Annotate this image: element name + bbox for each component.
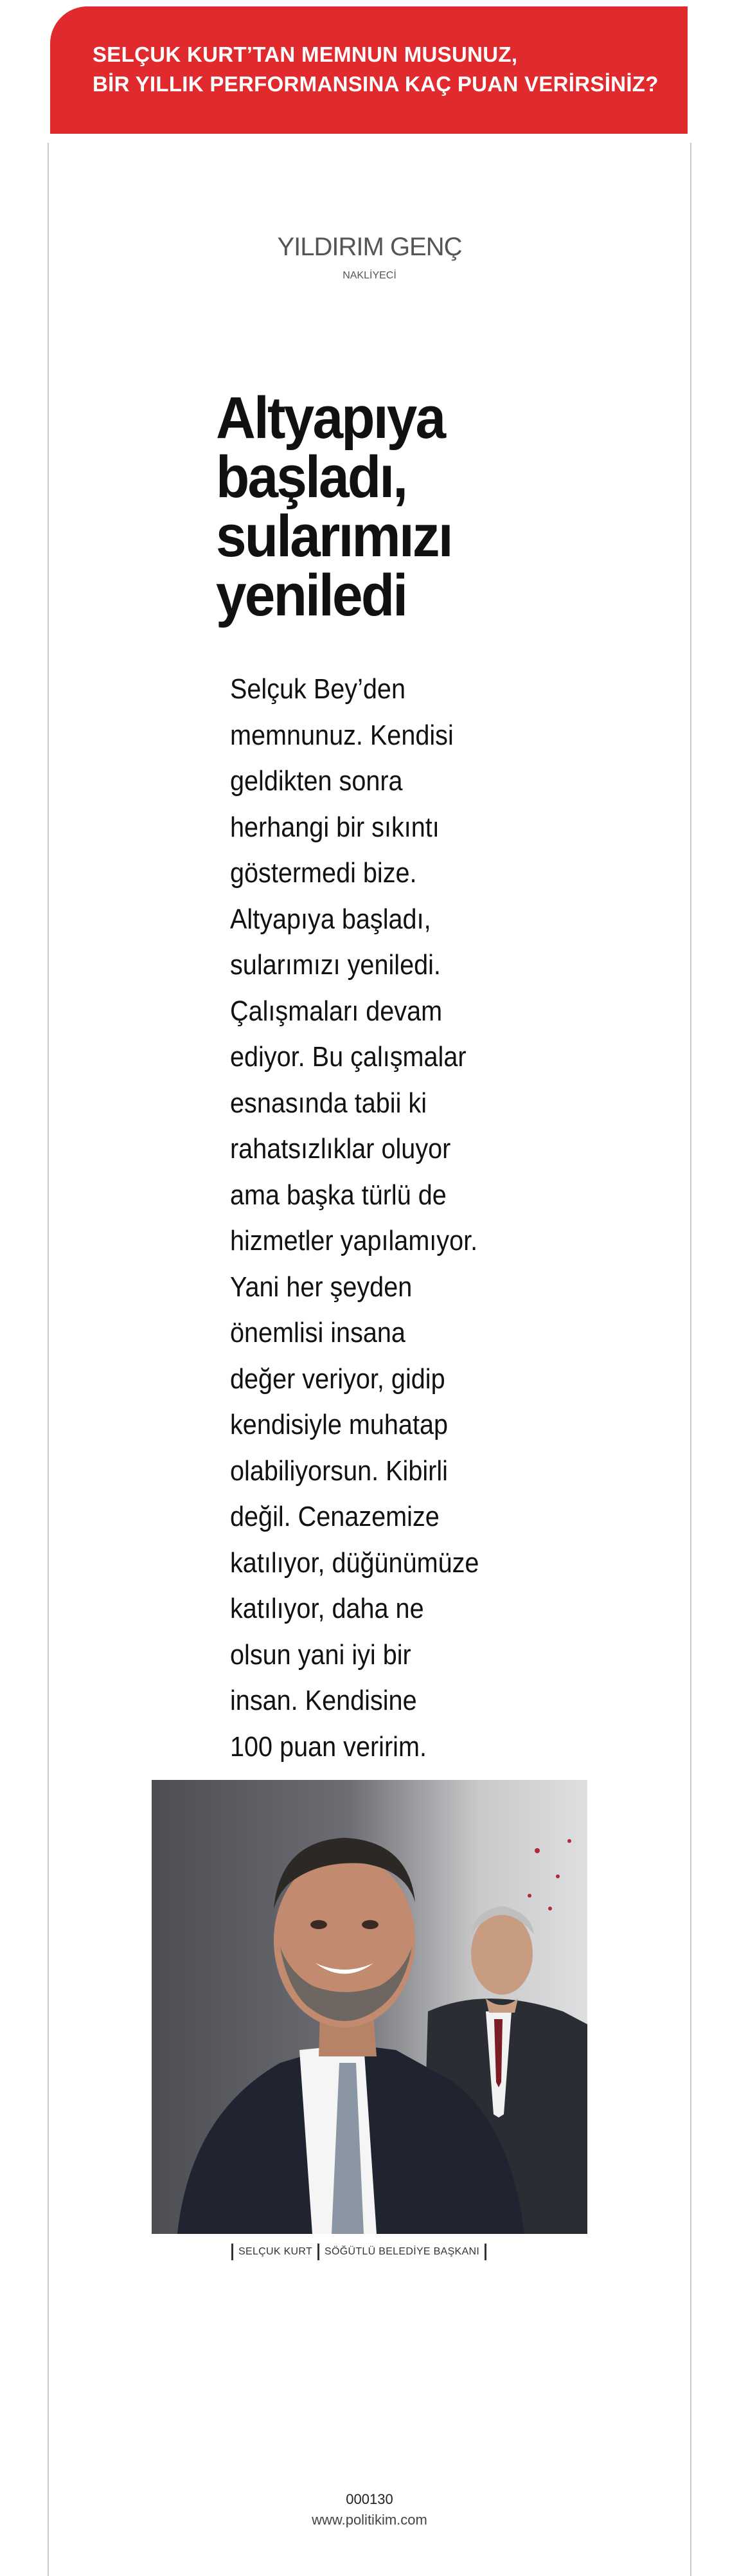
body-line: olsun yani iyi bir [230,1638,411,1671]
body-line: sularımızı yeniledi. [230,949,441,981]
body-line: insan. Kendisine [230,1685,417,1716]
caption-divider [231,2244,233,2260]
body-line: değer veriyor, gidip [230,1363,445,1395]
body-line: katılıyor, düğünümüze [230,1547,479,1579]
portrait-illustration [152,1780,587,2234]
body-line: değil. Cenazemize [230,1501,440,1532]
body-line: rahatsızlıklar oluyor [230,1133,451,1165]
body-line: 100 puan veririm. [230,1730,427,1763]
body-line: geldikten sonra [230,765,403,797]
body-line: kendisiyle muhatap [230,1409,449,1440]
photo-caption [231,2243,486,2261]
page-frame-right-rule [690,143,691,2576]
body-line: katılıyor, daha ne [230,1593,424,1624]
caption-name: SELÇUK KURT [238,2246,313,2257]
page-frame-left-rule [48,143,49,2576]
body-line: göstermedi bize. [230,857,417,889]
body-line: herhangi bir sıkıntı [230,811,440,843]
body-line: Selçuk Bey’den [230,673,405,705]
body-line: esnasında tabii ki [230,1087,427,1119]
page-number: 000130 [346,2491,393,2507]
caption-divider [317,2244,319,2260]
mayor-portrait-photo [152,1780,587,2234]
headline-line: Altyapıya [216,385,445,451]
article-body [230,666,485,1770]
caption-title: SÖĞÜTLÜ BELEDİYE BAŞKANI [325,2246,480,2257]
header-banner [50,6,688,134]
body-line: olabiliyorsun. Kibirli [230,1455,448,1487]
body-line: hizmetler yapılamıyor. [230,1225,478,1256]
body-line: Yani her şeyden [230,1271,413,1303]
body-line: memnunuz. Kendisi [230,719,454,751]
interviewee-role: NAKLİYECİ [343,270,396,281]
article-headline [216,385,527,628]
caption-divider [485,2244,486,2260]
body-line: ediyor. Bu çalışmalar [230,1041,467,1073]
body-line: ama başka türlü de [230,1179,447,1211]
banner-title-line-2: BİR YILLIK PERFORMANSINA KAÇ PUAN VERİRSİNİZ? [93,72,659,96]
body-line: önemlisi insana [230,1317,405,1348]
poster-stars [528,1839,571,1910]
headline-line: başladı, [216,444,407,510]
website-link[interactable]: www.politikim.com [312,2512,427,2528]
headline-line: sularımızı [216,503,452,569]
body-line: Altyapıya başladı, [230,903,431,935]
banner-title-line-1: SELÇUK KURT’TAN MEMNUN MUSUNUZ, [93,42,518,66]
body-line: Çalışmaları devam [230,995,443,1027]
headline-line: yeniledi [216,563,407,628]
interviewee-name: YILDIRIM GENÇ [277,233,462,261]
